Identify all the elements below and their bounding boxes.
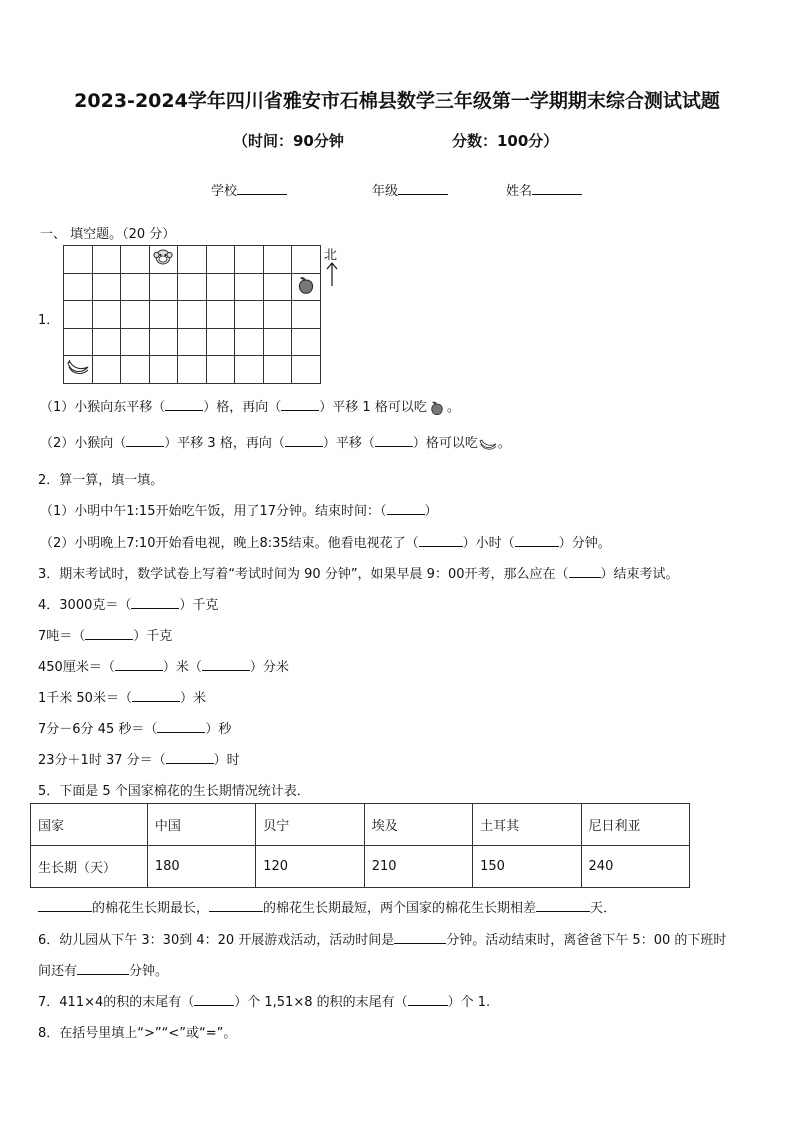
cotton-table	[30, 803, 690, 888]
q4-line6: 23分＋1时 37 分＝（ ）时	[38, 749, 240, 768]
table-row	[31, 846, 690, 888]
peach-icon	[427, 400, 447, 416]
q6-line2: 间还有 分钟。	[38, 960, 168, 979]
answer-blank[interactable]	[194, 991, 234, 1006]
q4-line1: 4．3000克＝（ ）千克	[38, 594, 218, 613]
q4-line2: 7吨＝（ ）千克	[38, 625, 172, 644]
q5-heading: 5．下面是 5 个国家棉花的生长期情况统计表．	[38, 784, 310, 799]
q2-part2: （2）小明晚上7:10开始看电视，晚上8:35结束。他看电视花了（ ）小时（ ）分钟。	[40, 532, 611, 551]
school-label: 学校	[211, 184, 238, 199]
answer-blank[interactable]	[77, 960, 129, 975]
table-header-row	[31, 804, 690, 846]
answer-blank[interactable]	[132, 687, 180, 702]
table-cell: 中国	[147, 804, 255, 846]
answer-blank[interactable]	[157, 718, 205, 733]
north-arrow-icon	[326, 261, 338, 287]
answer-blank[interactable]	[515, 532, 559, 547]
q1-part2: （2）小猴向（ ）平移 3 格，再向（ ）平移（ ）格可以吃 。	[40, 432, 511, 452]
peach-cell	[292, 273, 321, 301]
grade-field[interactable]	[372, 180, 448, 199]
north-label: 北	[324, 248, 338, 263]
answer-blank[interactable]	[394, 929, 446, 944]
page-title: 2023-2024学年四川省雅安市石棉县数学三年级第一学期期末综合测试试题	[74, 90, 720, 112]
banana-icon	[478, 436, 498, 452]
answer-blank[interactable]	[165, 396, 203, 411]
monkey-cell	[149, 246, 178, 274]
answer-blank[interactable]	[126, 432, 164, 447]
answer-blank[interactable]	[202, 656, 250, 671]
name-label: 姓名	[506, 184, 533, 199]
q7: 7．411×4的积的末尾有（ ）个 1,51×8 的积的末尾有（ ）个 1.	[38, 991, 490, 1010]
q1-number: 1．	[38, 313, 60, 328]
time-label: （时间：90分钟	[233, 132, 344, 150]
answer-blank[interactable]	[166, 749, 214, 764]
q3: 3．期末考试时，数学试卷上写着“考试时间为 90 分钟”，如果早晨 9：00开考，那么应在（ ）结束考试。	[38, 563, 679, 582]
school-field[interactable]	[211, 180, 287, 199]
answer-blank[interactable]	[285, 432, 323, 447]
section-heading: 一、 填空题。（20 分）	[40, 227, 176, 242]
q4-line5: 7分－6分 45 秒＝（ ）秒	[38, 718, 231, 737]
table-cell: 贝宁	[256, 804, 364, 846]
table-cell: 240	[581, 846, 689, 888]
answer-blank[interactable]	[281, 396, 319, 411]
q1-part1: （1）小猴向东平移（ ）格，再向（ ）平移 1 格可以吃 。	[40, 396, 460, 416]
answer-blank[interactable]	[569, 563, 601, 578]
answer-blank[interactable]	[536, 897, 590, 912]
banana-cell	[64, 356, 93, 384]
answer-blank[interactable]	[419, 532, 463, 547]
q6-line1: 6．幼儿园从下午 3：30到 4：20 开展游戏活动，活动时间是 分钟。活动结束时，离爸爸下午 5：00 的下班时	[38, 929, 726, 948]
answer-blank[interactable]	[387, 500, 425, 515]
q2-part1: （1）小明中午1:15开始吃午饭，用了17分钟。结束时间：（ ）	[40, 500, 438, 519]
answer-blank[interactable]	[115, 656, 163, 671]
table-cell: 120	[256, 846, 364, 888]
table-cell: 180	[147, 846, 255, 888]
table-cell: 国家	[31, 804, 148, 846]
grade-label: 年级	[372, 184, 399, 199]
q4-line3: 450厘米＝（ ）米（ ）分米	[38, 656, 289, 675]
table-cell: 生长期（天）	[31, 846, 148, 888]
name-field[interactable]	[506, 180, 582, 199]
answer-blank[interactable]	[85, 625, 133, 640]
banana-icon	[66, 357, 90, 377]
table-cell: 土耳其	[473, 804, 581, 846]
table-cell: 210	[364, 846, 472, 888]
answer-blank[interactable]	[38, 897, 92, 912]
table-cell: 尼日利亚	[581, 804, 689, 846]
answer-blank[interactable]	[375, 432, 413, 447]
peach-icon	[295, 275, 317, 295]
answer-blank[interactable]	[209, 897, 263, 912]
table-cell: 150	[473, 846, 581, 888]
answer-blank[interactable]	[408, 991, 448, 1006]
monkey-icon	[152, 246, 174, 268]
q8: 8．在括号里填上“>”“<”或“=”。	[38, 1026, 237, 1041]
answer-blank[interactable]	[131, 594, 179, 609]
q4-line4: 1千米 50米＝（ ）米	[38, 687, 206, 706]
table-cell: 埃及	[364, 804, 472, 846]
movement-grid	[63, 245, 321, 384]
q2-heading: 2．算一算，填一填。	[38, 473, 164, 488]
q5-fill: 的棉花生长期最长， 的棉花生长期最短，两个国家的棉花生长期相差 天．	[38, 897, 616, 916]
score-label: 分数：100分）	[452, 132, 559, 150]
